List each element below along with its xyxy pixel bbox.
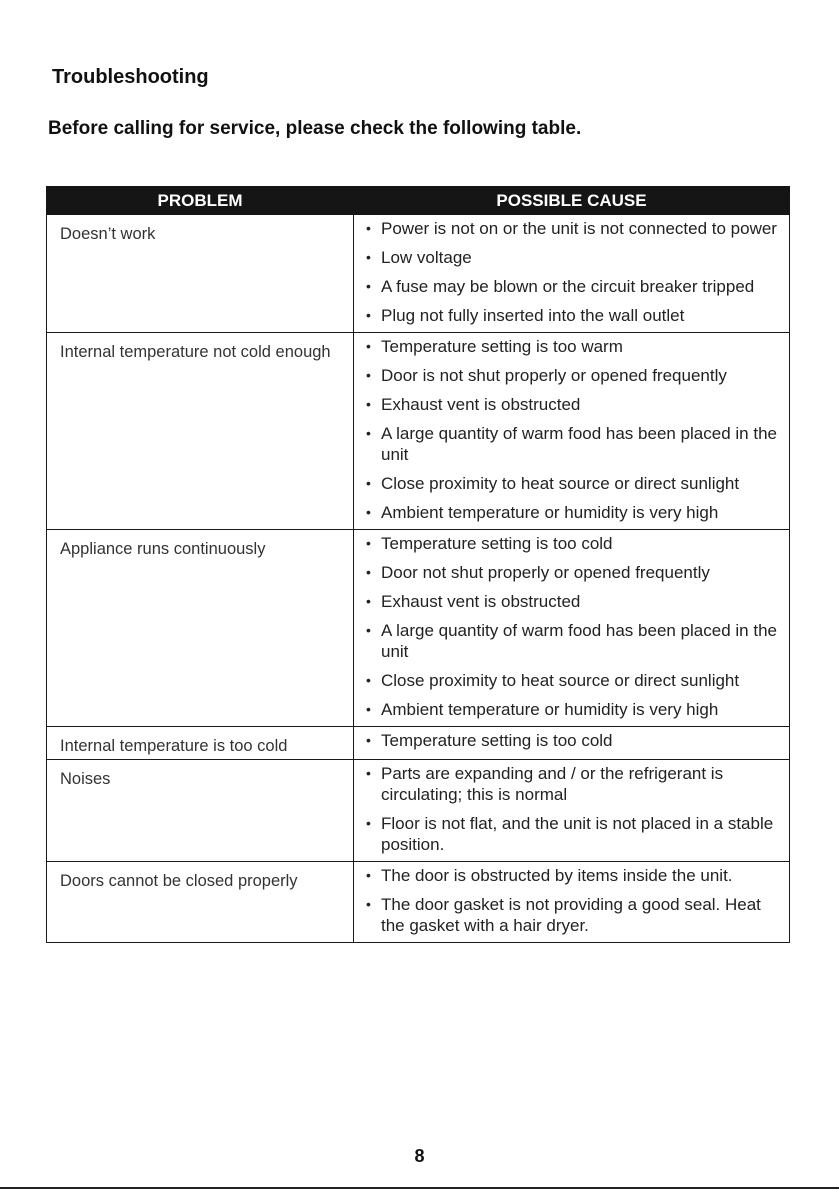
cause-item xyxy=(366,473,785,494)
table-row xyxy=(47,727,790,760)
cause-text: Low voltage xyxy=(381,248,472,267)
cause-text: A large quantity of warm food has been placed in the unit xyxy=(381,424,777,464)
cause-list xyxy=(366,218,785,326)
bullet-icon: • xyxy=(366,338,371,354)
cause-item xyxy=(366,865,785,886)
cause-text: Exhaust vent is obstructed xyxy=(381,592,581,611)
bullet-icon: • xyxy=(366,896,371,912)
problem-cell: Doesn’t work xyxy=(47,215,354,333)
cause-text: Close proximity to heat source or direct sunlight xyxy=(381,671,740,690)
cause-item xyxy=(366,813,785,855)
bullet-icon: • xyxy=(366,622,371,638)
table-body xyxy=(47,215,790,943)
cause-text: Temperature setting is too cold xyxy=(381,534,613,553)
bullet-icon: • xyxy=(366,732,371,748)
cause-list xyxy=(366,763,785,855)
bullet-icon: • xyxy=(366,307,371,323)
bullet-icon: • xyxy=(366,396,371,412)
header-possible-cause: POSSIBLE CAUSE xyxy=(354,187,790,215)
cause-text: A large quantity of warm food has been placed in the unit xyxy=(381,621,777,661)
bullet-icon: • xyxy=(366,220,371,236)
cause-item xyxy=(366,730,785,751)
cause-cell xyxy=(354,727,790,760)
bullet-icon: • xyxy=(366,701,371,717)
cause-text: Close proximity to heat source or direct sunlight xyxy=(381,474,740,493)
cause-text: Door not shut properly or opened frequently xyxy=(381,563,710,582)
table-row xyxy=(47,215,790,333)
bullet-icon: • xyxy=(366,815,371,831)
cause-text: Power is not on or the unit is not connected to power xyxy=(381,219,777,238)
intro-text: Before calling for service, please check the following table. xyxy=(48,118,582,139)
cause-cell xyxy=(354,333,790,530)
cause-item xyxy=(366,699,785,720)
troubleshooting-table xyxy=(46,186,790,943)
cause-text: The door is obstructed by items inside the unit. xyxy=(381,866,733,885)
bullet-icon: • xyxy=(366,475,371,491)
cause-item xyxy=(366,620,785,662)
page-number: 8 xyxy=(414,1146,425,1166)
bullet-icon: • xyxy=(366,564,371,580)
cause-text: Temperature setting is too warm xyxy=(381,337,623,356)
cause-item xyxy=(366,423,785,465)
page-title: Troubleshooting xyxy=(52,66,209,88)
cause-item xyxy=(366,336,785,357)
cause-item xyxy=(366,591,785,612)
cause-item xyxy=(366,276,785,297)
bullet-icon: • xyxy=(366,249,371,265)
problem-cell: Internal temperature not cold enough xyxy=(47,333,354,530)
cause-text: Ambient temperature or humidity is very high xyxy=(381,700,719,719)
table-row xyxy=(47,333,790,530)
cause-item xyxy=(366,394,785,415)
cause-text: The door gasket is not providing a good seal. Heat the gasket with a hair dryer. xyxy=(381,895,761,935)
cause-text: Floor is not flat, and the unit is not placed in a stable position. xyxy=(381,814,774,854)
cause-item xyxy=(366,247,785,268)
cause-item xyxy=(366,670,785,691)
problem-cell: Internal temperature is too cold xyxy=(47,727,354,760)
cause-text: Door is not shut properly or opened frequently xyxy=(381,366,727,385)
cause-list xyxy=(366,533,785,720)
table-row xyxy=(47,530,790,727)
cause-item xyxy=(366,562,785,583)
cause-item xyxy=(366,305,785,326)
cause-item xyxy=(366,502,785,523)
table-row xyxy=(47,760,790,862)
table-header-row xyxy=(47,187,790,215)
problem-cell: Doors cannot be closed properly xyxy=(47,862,354,943)
bullet-icon: • xyxy=(366,593,371,609)
cause-text: Temperature setting is too cold xyxy=(381,731,613,750)
cause-cell xyxy=(354,760,790,862)
bullet-icon: • xyxy=(366,867,371,883)
bullet-icon: • xyxy=(366,672,371,688)
bullet-icon: • xyxy=(366,504,371,520)
bullet-icon: • xyxy=(366,278,371,294)
cause-text: Plug not fully inserted into the wall outlet xyxy=(381,306,685,325)
cause-list xyxy=(366,730,785,751)
cause-text: A fuse may be blown or the circuit breaker tripped xyxy=(381,277,755,296)
bullet-icon: • xyxy=(366,425,371,441)
cause-text: Ambient temperature or humidity is very high xyxy=(381,503,719,522)
cause-item xyxy=(366,218,785,239)
cause-item xyxy=(366,763,785,805)
cause-cell xyxy=(354,862,790,943)
cause-item xyxy=(366,365,785,386)
problem-cell: Noises xyxy=(47,760,354,862)
cause-item xyxy=(366,894,785,936)
bullet-icon: • xyxy=(366,765,371,781)
cause-list xyxy=(366,865,785,936)
cause-list xyxy=(366,336,785,523)
problem-cell: Appliance runs continuously xyxy=(47,530,354,727)
cause-text: Exhaust vent is obstructed xyxy=(381,395,581,414)
header-problem: PROBLEM xyxy=(47,187,354,215)
bottom-rule xyxy=(0,1187,839,1189)
table-row xyxy=(47,862,790,943)
cause-item xyxy=(366,533,785,554)
bullet-icon: • xyxy=(366,367,371,383)
cause-cell xyxy=(354,530,790,727)
bullet-icon: • xyxy=(366,535,371,551)
cause-cell xyxy=(354,215,790,333)
cause-text: Parts are expanding and / or the refrigerant is circulating; this is normal xyxy=(381,764,724,804)
